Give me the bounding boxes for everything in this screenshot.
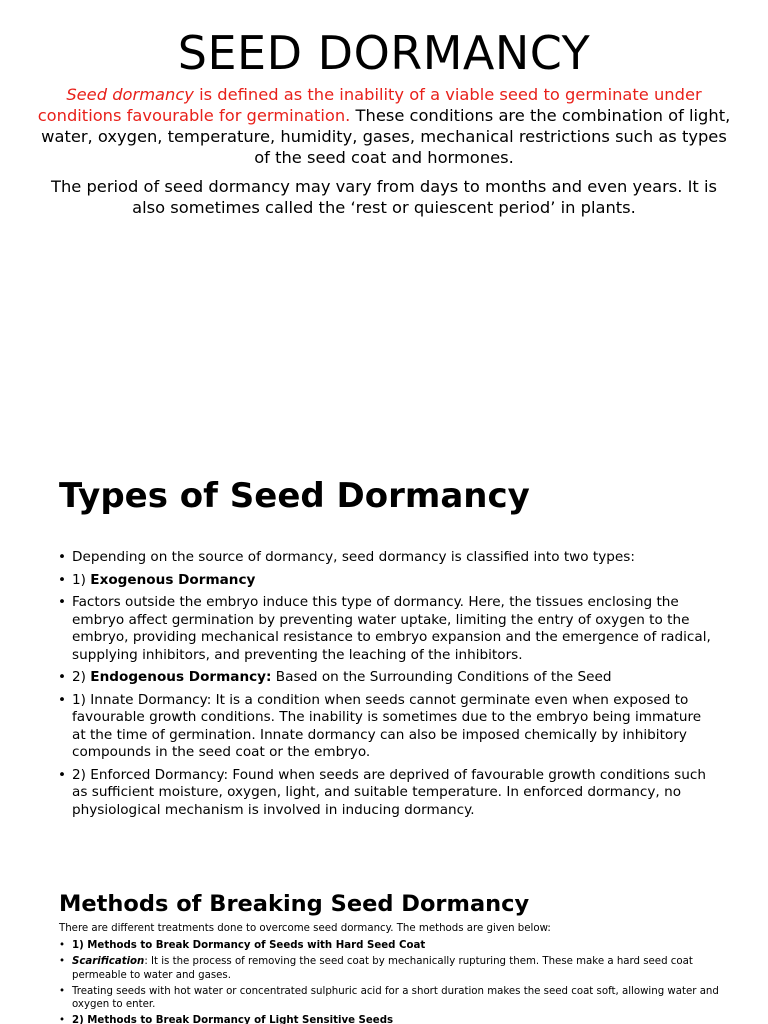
list-item: • 2) Endogenous Dormancy: Based on the Surrounding Conditions of the Seed — [58, 669, 718, 687]
methods-intro: There are different treatments done to overcome seed dormancy. The methods are given below: — [59, 923, 551, 934]
list-item: • Scarification: It is the process of removing the seed coat by mechanically rupturing them. These make a hard seed coat permeable to water and gases. — [59, 955, 719, 982]
definition-paragraph — [34, 84, 734, 168]
slide-seed-dormancy — [0, 0, 768, 440]
period-paragraph: The period of seed dormancy may vary from days to months and even years. It is also sometimes called the ‘rest or quiescent period’ in plants. — [51, 177, 717, 217]
methods-title: Methods of Breaking Seed Dormancy — [59, 891, 530, 917]
definition-text: is defined as the inability of a viable seed to germinate under conditions favourable for germination. — [37, 85, 702, 125]
list-item: • 1) Innate Dormancy: It is a condition when seeds cannot germinate even when exposed to favourable growth conditions. The inability is sometimes due to the embryo being immature at the time of germination. Innate dormancy can also be imposed chemically by inhibitory compounds in the seed coat or the embryo. — [58, 692, 718, 762]
list-item: • Treating seeds with hot water or concentrated sulphuric acid for a short duration makes the seed coat soft, allowing water and oxygen to enter. — [59, 985, 719, 1012]
list-item: • Factors outside the embryo induce this type of dormancy. Here, the tissues enclosing the embryo affect germination by preventing water uptake, limiting the entry of oxygen to the embryo, providing mechanical resistance to embryo expansion and the emergence of radical, supplying inhibitors, and preventing the leaching of the inhibitors. — [58, 594, 718, 664]
conditions-text: These conditions are the combination of light, water, oxygen, temperature, humidity, gases, mechanical restrictions such as types of the seed coat and hormones. — [41, 106, 731, 167]
definition-term: Seed dormancy — [66, 85, 194, 104]
list-item: • 1) Exogenous Dormancy — [58, 572, 718, 590]
list-item: • 2) Enforced Dormancy: Found when seeds are deprived of favourable growth conditions such as sufficient moisture, oxygen, light, and suitable temperature. In enforced dormancy, no physiological mechanism is involved in inducing dormancy. — [58, 767, 718, 820]
types-title: Types of Seed Dormancy — [59, 476, 530, 516]
slide-title: SEED DORMANCY — [177, 26, 591, 80]
list-item: • 2) Methods to Break Dormancy of Light Sensitive Seeds — [59, 1014, 719, 1024]
types-list — [58, 549, 718, 824]
list-item: • Depending on the source of dormancy, seed dormancy is classified into two types: — [58, 549, 718, 567]
list-item: • 1) Methods to Break Dormancy of Seeds with Hard Seed Coat — [59, 939, 719, 953]
methods-list — [59, 939, 719, 1024]
